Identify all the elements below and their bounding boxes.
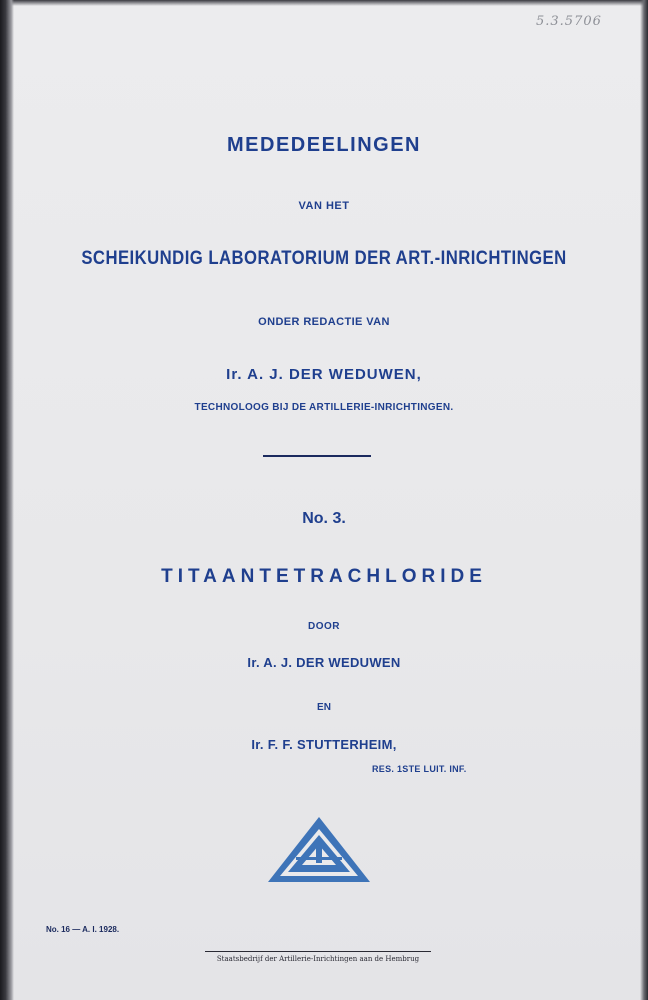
onder-redactie: ONDER REDACTIE VAN [258,316,390,328]
footer-rule [205,951,431,952]
artillerie-inrichtingen-logo-icon [266,815,372,885]
divider-rule [263,455,371,457]
editor-name: Ir. A. J. DER WEDUWEN, [226,366,422,383]
page-edge-top [0,0,648,6]
author-1: Ir. A. J. DER WEDUWEN [247,655,401,670]
document-title: TITAANTETRACHLORIDE [161,566,487,587]
issue-number: No. 3. [302,510,346,527]
door-label: DOOR [308,621,340,632]
archive-number: 5.3.5706 [536,14,602,29]
editor-role: TECHNOLOOG BIJ DE ARTILLERIE-INRICHTINGEN. [194,402,454,413]
van-het: VAN HET [298,200,350,212]
footer-reference: No. 16 — A. I. 1928. [46,925,120,934]
author-2: Ir. F. F. STUTTERHEIM, [251,737,397,752]
heading: MEDEDEELINGEN [227,134,421,156]
author-2-rank: RES. 1STE LUIT. INF. [372,764,467,774]
footer-printer: Staatsbedrijf der Artillerie-Inrichtingen aan de Hembrug [216,955,420,963]
laboratorium-title: SCHEIKUNDIG LABORATORIUM DER ART.-INRICHTINGEN [81,248,567,269]
en-label: EN [317,702,331,713]
